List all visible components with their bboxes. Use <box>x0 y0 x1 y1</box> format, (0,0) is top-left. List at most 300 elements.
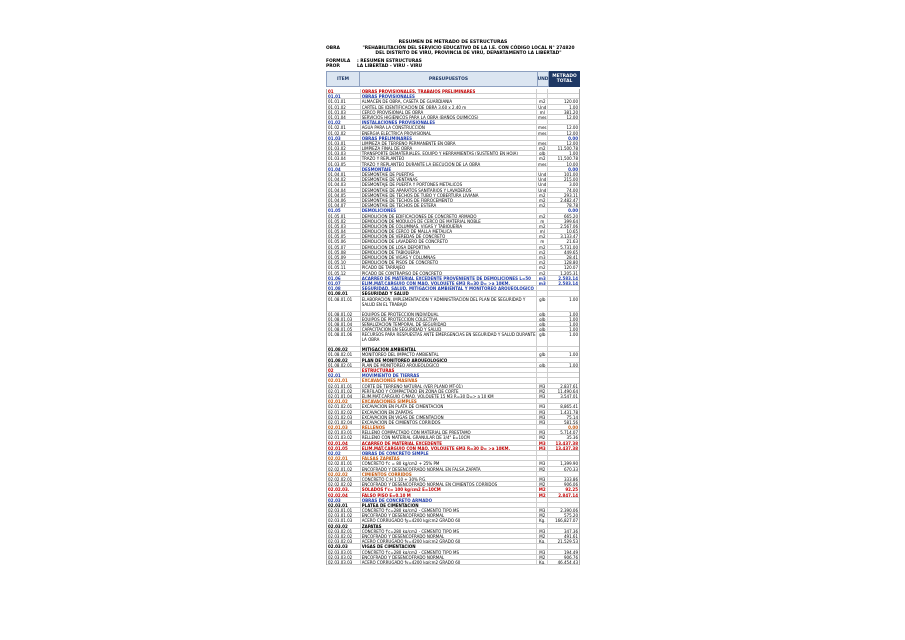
cell-total: 2,847.14 <box>558 492 578 497</box>
cell-total: 575.20 <box>564 513 578 518</box>
cell-unit: M3 <box>537 461 548 465</box>
cell-description: PICADO DE TARRAJEO <box>361 265 538 269</box>
cell-item: 01.08.01.02 <box>327 312 361 316</box>
cell-item: 01.04.01 <box>327 172 361 176</box>
cell-description: DEMOLICION DE PISOS DE CONCRETO <box>361 260 538 264</box>
cell-item: 02.03.02.02 <box>327 534 361 538</box>
cell-total: 3,133.47 <box>560 234 578 239</box>
cell-total <box>548 498 579 502</box>
cell-description: SEGURIDAD, SALUD, MITIGACION AMBIENTAL Y MONITOREO ARQUEOLOGICO <box>361 286 538 290</box>
cell-unit: mes <box>538 114 547 120</box>
cell-unit: m2 <box>537 250 548 254</box>
cell-unit <box>537 89 548 93</box>
cell-description: OBRAS DE CONCRETO SIMPLE <box>361 451 538 455</box>
cell-item: 02.01.02 <box>327 399 361 403</box>
cell-description: EXCAVACION EN ZAPATAS <box>361 410 538 414</box>
table-header <box>326 71 580 87</box>
document-title: RESUMEN DE METRADO DE ESTRUCTURAS <box>398 40 508 45</box>
cell-total: 2,567.06 <box>560 223 578 229</box>
cell-total: 12.00 <box>566 125 578 130</box>
cell-total <box>548 373 579 377</box>
cell-item: 02.02.02.02 <box>327 482 361 486</box>
cell-total <box>548 451 579 455</box>
cell-total: 347.36 <box>564 528 578 533</box>
cell-description: PLATEA DE CIMENTACION <box>361 503 538 507</box>
cell-description: ELIM.MAT.CARGUIO CON MAQ. VOLQUETE 6M3 R=30 D= >a 10KM. <box>361 281 538 285</box>
cell-item: 02.03.03.01 <box>327 550 361 554</box>
cell-item: 01.02.01 <box>327 125 361 129</box>
cell-total <box>548 544 579 548</box>
prop-value: LA LIBERTAD - VIRU - VIRU <box>357 64 423 69</box>
cell-total: 13,437.38 <box>555 440 578 445</box>
cell-total: 449.65 <box>564 249 578 254</box>
cell-unit: M2 <box>537 513 548 517</box>
cell-item: 02.03.03 <box>327 544 361 548</box>
cell-unit: M3 <box>537 430 548 434</box>
cell-total: 333.86 <box>564 476 578 482</box>
cell-item: 02.01.05 <box>327 446 361 450</box>
cell-total <box>548 120 579 124</box>
cell-unit: ml <box>537 229 548 233</box>
cell-total <box>548 524 579 528</box>
cell-description: ENCOFRADO Y DESENCOFRADO NORMAL <box>361 555 538 559</box>
cell-description: DEMOLICION DE VIGAS Y COLUMNAS <box>361 255 538 259</box>
cell-total: 5,731.00 <box>560 244 578 249</box>
cell-unit <box>537 425 548 429</box>
cell-unit <box>537 358 548 362</box>
cell-description: MONITOREO DEL IMPACTO AMBIENTAL <box>361 352 538 356</box>
cell-description: DEMOLICION DE CERCO DE MALLA METALICA <box>361 229 538 233</box>
cell-description: DEMOLICION DE EDIFICACIONES DE CONCRETO ARMADO <box>361 214 538 218</box>
cell-unit: M2 <box>537 534 548 538</box>
cell-total <box>548 368 579 372</box>
cell-unit <box>537 456 548 460</box>
cell-unit <box>537 524 548 528</box>
cell-description: DEMOLICION DE LAVADERO DE CONCRETO <box>361 239 538 243</box>
cell-unit <box>537 167 548 171</box>
cell-item: 01.05.06 <box>327 239 361 243</box>
cell-total: 0.00 <box>568 425 578 430</box>
cell-unit: m2 <box>537 271 548 275</box>
cell-description: DEMOLICION DE TABIQUERIA <box>361 250 538 254</box>
cell-item: 01.04.03 <box>327 182 361 186</box>
cell-item: 02.02.02 <box>327 472 361 476</box>
cell-item: 02.02.02.01 <box>327 477 361 481</box>
cell-total: 21,529.53 <box>557 539 578 544</box>
cell-description: CONCRETO f'c = 80 kg/cm2 + 25% PM <box>361 461 538 465</box>
cell-unit <box>537 378 548 382</box>
cell-total: 1.00 <box>569 296 578 302</box>
cell-unit <box>537 503 548 507</box>
cell-total: 491.61 <box>564 534 578 539</box>
cell-unit <box>537 399 548 403</box>
obra-label: OBRA <box>326 46 340 51</box>
cell-total: 1.00 <box>569 311 578 316</box>
cell-total: 906.06 <box>564 482 578 487</box>
cell-unit: M3 <box>537 508 548 512</box>
cell-description: EXCAVACIONES MASIVAS <box>361 378 538 382</box>
cell-item: 01.08.01.03 <box>327 317 361 321</box>
table-row <box>327 297 579 312</box>
cell-total: 1.00 <box>569 362 578 367</box>
cell-item: 01.03.04 <box>327 156 361 160</box>
cell-unit: M2 <box>537 435 548 439</box>
cell-total: 21.63 <box>566 239 578 244</box>
cell-item: 02.01.02.01 <box>327 404 361 408</box>
cell-item: 02.01.01.01 <box>327 384 361 388</box>
cell-item: 01.01 <box>327 94 361 98</box>
cell-total: 13,437.38 <box>555 445 578 450</box>
cell-description: INSTALACIONES PROVISIONALES <box>361 120 538 124</box>
cell-total <box>548 347 579 351</box>
cell-unit: glb <box>537 327 548 331</box>
cell-unit: M3 <box>537 394 548 398</box>
cell-total: 12.00 <box>566 114 578 120</box>
cell-total: 28.41 <box>566 255 578 260</box>
cell-item: 01.05.03 <box>327 224 361 228</box>
cell-unit: M3 <box>537 415 548 419</box>
cell-description: RELLENO CON MATERIAL GRANULAR DE 3/4" E=10CM <box>361 435 538 439</box>
cell-unit: M3 <box>537 550 548 554</box>
cell-item: 01.08.02.01 <box>327 352 361 356</box>
cell-total: 2,583.14 <box>558 280 578 286</box>
cell-unit: Und <box>538 172 547 177</box>
cell-unit: M2 <box>537 467 548 471</box>
cell-item: 01.05.01 <box>327 214 361 218</box>
cell-item: 01.02.02 <box>327 131 361 135</box>
cell-item: 01.05.08 <box>327 250 361 254</box>
cell-unit: glb <box>537 322 548 326</box>
cell-description: OBRAS PRELIMINARES <box>361 136 538 140</box>
cell-item: 01.05.05 <box>327 234 361 238</box>
cell-total: 2,837.61 <box>560 383 578 388</box>
cell-item: 01.02 <box>327 120 361 124</box>
cell-unit: m2 <box>537 203 548 207</box>
cell-item: 02.03.01.03 <box>327 518 361 522</box>
cell-item: 02.02.04 <box>327 493 361 497</box>
cell-total: 78.78 <box>566 203 578 208</box>
cell-unit: m <box>537 219 548 223</box>
cell-item: 01.03.02 <box>327 146 361 150</box>
cell-unit <box>537 544 548 548</box>
cell-total: 0.00 <box>568 135 578 140</box>
cell-description: FALSAS ZAPATAS <box>361 456 538 460</box>
cell-unit: m3 <box>537 276 548 280</box>
cell-item: 01.05.10 <box>327 260 361 264</box>
cell-total: 581.56 <box>564 419 578 425</box>
cell-total: 1.00 <box>569 321 578 327</box>
cell-item: 02.01.01.02 <box>327 389 361 393</box>
cell-item: 01.04.06 <box>327 198 361 202</box>
cell-unit: M3 <box>537 420 548 424</box>
cell-description: DESMONTAJE DE TECHOS DE FIBROCEMENTO <box>361 198 538 202</box>
cell-total: 10.65 <box>566 229 578 234</box>
cell-item: 01.05 <box>327 208 361 212</box>
cell-total: 0.00 <box>568 208 578 213</box>
cell-unit: Und <box>538 187 547 192</box>
cell-item: 02.02.01.02 <box>327 467 361 471</box>
cell-description: DESMONTAJE DE APARATOS SANITARIOS Y LAVADEROS <box>361 188 538 192</box>
cell-item: 01.08.01.05 <box>327 327 361 331</box>
cell-total: 0.00 <box>568 166 578 171</box>
cell-total: 1,431.78 <box>560 409 578 414</box>
cell-description: SEGURIDAD Y SALUD <box>361 291 538 295</box>
cell-item: 01.08.02.01 <box>327 363 361 367</box>
cell-description: CONCRETO f'c=280 kg/cm2 - CEMENTO TIPO MS <box>361 508 538 512</box>
cell-unit: glb <box>537 363 548 367</box>
cell-description: ENCOFRADO Y DESENCOFRADO NORMAL <box>361 513 538 517</box>
cell-item: 01.08.02 <box>327 358 361 362</box>
cell-item: 02.03.02.01 <box>327 529 361 533</box>
cell-item: 02.01 <box>327 373 361 377</box>
cell-total: 381.20 <box>564 109 578 114</box>
cell-item: 01.08.01 <box>327 291 361 295</box>
cell-unit <box>537 451 548 455</box>
cell-unit <box>537 208 548 212</box>
cell-description: OBRAS DE CONCRETO ARMADO <box>361 498 538 502</box>
cell-total <box>548 291 579 295</box>
cell-total: 1.00 <box>569 327 578 332</box>
cell-item: 02.02 <box>327 451 361 455</box>
cell-unit <box>537 94 548 98</box>
cell-description: EXCAVACIONES SIMPLES <box>361 399 538 403</box>
cell-total: 12.00 <box>566 130 578 135</box>
cell-total: 10.00 <box>566 161 578 166</box>
cell-description: LIMPIEZA DE TERRENO PERMANENTE EN OBRA <box>361 141 538 145</box>
cell-total <box>548 456 579 460</box>
cell-total: 35.36 <box>566 435 578 440</box>
cell-description: ESTRUCTURAS <box>361 368 538 372</box>
cell-description: CORTE DE TERRENO NATURAL (VER PLANO MT-01) <box>361 384 538 388</box>
obra-row <box>326 46 580 56</box>
cell-total: 399.64 <box>564 218 578 223</box>
cell-item: 01.05.04 <box>327 229 361 233</box>
cell-description: DESMONTAJE DE PUERTA Y PORTONES METALICOS <box>361 182 538 186</box>
cell-total: 101.00 <box>564 172 578 177</box>
cell-item: 01.05.07 <box>327 245 361 249</box>
cell-description: CONCRETO f'c=280 kg/cm2 - CEMENTO TIPO MS <box>361 550 538 554</box>
cell-item: 02.01.04 <box>327 441 361 445</box>
cell-unit: mes <box>538 140 547 146</box>
cell-item: 01.08.01.06 <box>327 332 361 346</box>
cell-item: 02.01.02.03 <box>327 415 361 419</box>
cell-item: 02.03.01 <box>327 503 361 507</box>
cell-description: RELLENOS <box>361 425 538 429</box>
cell-total: 11,490.64 <box>557 388 578 393</box>
cell-item: 02.03.02 <box>327 524 361 528</box>
cell-total: 166,827.07 <box>555 518 578 523</box>
cell-unit: Kg. <box>537 518 548 522</box>
cell-item: 02.01.03.02 <box>327 435 361 439</box>
cell-unit: ml <box>537 110 548 114</box>
cell-total: 1.00 <box>569 332 578 338</box>
cell-unit: M3 <box>537 529 548 533</box>
cell-description: ACERO CORRUGADO fy=4200 kg/cm2 GRADO 60 <box>361 560 538 564</box>
cell-unit: Kg. <box>537 539 548 543</box>
cell-description: ACERO CORRUGADO fy=4200 kg/cm2 GRADO 60 <box>361 518 538 522</box>
cell-unit: m2 <box>537 99 548 103</box>
cell-description: ELIM.MAT.CARGUIO C/MAQ. VOLQUETE 15 M3 R=30 D=> a 10 KM <box>361 394 538 398</box>
cell-item: 02.01.02.02 <box>327 410 361 414</box>
cell-total: 120.07 <box>564 265 578 270</box>
cell-total: 92.25 <box>565 487 578 492</box>
cell-total <box>548 378 579 382</box>
obra-value: "REHABILITACIÓN DEL SERVICIO EDUCATIVO DE LA I.E. CON CÓDIGO LOCAL N° 274820 DEL DISTRITO DE VIRÚ, PROVINCIA DE VIRÚ, DEPARTAMENTO LA LIBERTAD" <box>362 46 575 56</box>
cell-total <box>548 399 579 403</box>
cell-description: DEMOLICION DE MODULOS DE CERCO DE MATERIAL NOBLE <box>361 219 538 223</box>
cell-description: DEMOLICIONES <box>361 208 538 212</box>
cell-unit <box>537 498 548 502</box>
cell-item: 02.01.01 <box>327 378 361 382</box>
cell-total: 120.00 <box>564 99 578 104</box>
formula-label: FORMULA <box>326 59 351 64</box>
cell-description: DESMONTAJE DE PUERTAS <box>361 172 538 176</box>
cell-description: EQUIPOS DE PROTECCION INDIVIDUAL <box>361 312 538 316</box>
cell-item: 02.02.01.01 <box>327 461 361 465</box>
cell-description: PERFILADO Y COMPACTADO EN ZONA DE CORTE <box>361 389 538 393</box>
cell-unit: M3 <box>537 410 548 414</box>
cell-total: 11,500.78 <box>557 156 578 161</box>
cell-description: DEMOLICION DE VEREDAS DE CONCRETO <box>361 234 538 238</box>
cell-description: CONCRETO f'c=280 kg/cm2 - CEMENTO TIPO MS <box>361 529 538 533</box>
cell-description: ZAPATAS <box>361 524 538 528</box>
cell-item: 02.01.03.01 <box>327 430 361 434</box>
cell-unit: M3 <box>537 384 548 388</box>
cell-description: RELLENO COMPACTADO CON MATERIAL DE PRESTAMO <box>361 430 538 434</box>
cell-unit: m2 <box>537 156 548 160</box>
cell-description: DEMOLICION DE COLUMNAS, VIGAS Y TABIQUERIA <box>361 224 538 228</box>
cell-unit <box>537 373 548 377</box>
cell-item: 02.02.01 <box>327 456 361 460</box>
cell-item: 01.05.09 <box>327 255 361 259</box>
cell-description: SERVICIOS HIGIENICOS PARA LA OBRA (BAÑOS QUIMICOS) <box>361 115 538 119</box>
cell-total: 215.00 <box>564 177 578 182</box>
cell-unit <box>537 472 548 476</box>
cell-total: 74.00 <box>566 187 578 192</box>
cell-description: ACARREO DE MATERIAL EXCEDENTE PROVENIENTE DE DEMOLICIONES L=50 <box>361 276 538 280</box>
cell-total: 46,454.43 <box>557 559 578 565</box>
column-header-unit: UND <box>538 71 549 87</box>
cell-item: 01.01.03 <box>327 110 361 114</box>
cell-item: 02.02.03. <box>327 487 361 491</box>
cell-item: 01.04.04 <box>327 188 361 192</box>
table-body <box>326 89 580 565</box>
cell-unit: m2 <box>537 146 548 150</box>
cell-description: ENERGIA ELECTRICA PROVISIONAL <box>361 131 538 135</box>
cell-total: 3,547.01 <box>560 393 578 399</box>
cell-unit: m3 <box>537 255 548 259</box>
cell-description: RECURSOS PARA RESPUESTAS ANTE EMERGENCIAS EN SEGURIDAD Y SALUD DURANTE LA OBRA <box>361 332 538 346</box>
cell-unit <box>537 368 548 372</box>
cell-unit: m2 <box>537 214 548 218</box>
cell-item: 02.03.03.02 <box>327 555 361 559</box>
cell-total <box>548 472 579 476</box>
column-header-item: ITEM <box>326 71 360 87</box>
cell-unit: m3 <box>537 281 548 285</box>
cell-total: 128.80 <box>564 260 578 265</box>
cell-unit <box>537 120 548 124</box>
cell-total: 1.00 <box>569 352 578 357</box>
cell-description: FALSO PISO E=0.10 M <box>361 493 538 497</box>
formula-value: : RESUMEN ESTRUCTURAS <box>357 59 422 64</box>
cell-description: LIMPIEZA FINAL DE OBRA <box>361 146 538 150</box>
cell-total: 3.00 <box>569 182 578 187</box>
column-header-metrado-total: METRADO TOTAL <box>549 71 580 87</box>
cell-unit: m2 <box>537 193 548 197</box>
cell-description: TRAZO Y REPLANTEO DURANTE LA EJECUCION DE LA OBRA <box>361 162 538 166</box>
cell-unit: M3 <box>537 441 548 445</box>
cell-unit: M2 <box>537 555 548 559</box>
cell-total: 2,390.06 <box>560 508 578 513</box>
cell-item: 01.04.02 <box>327 177 361 181</box>
cell-total: 1.00 <box>569 151 578 156</box>
cell-description: ALMACEN DE OBRA, CASETA DE GUARDIANIA <box>361 99 538 103</box>
cell-unit: m2 <box>537 198 548 202</box>
cell-item: 01.08.02 <box>327 347 361 351</box>
cell-total: 194.49 <box>564 549 578 554</box>
cell-unit: m2 <box>537 224 548 228</box>
cell-description: CONCRETO C:H 1:10 + 30% P.G. <box>361 477 538 481</box>
cell-unit <box>537 286 548 290</box>
cell-total: 1,205.31 <box>560 270 578 275</box>
cell-unit <box>537 291 548 295</box>
table-row <box>327 332 579 347</box>
cell-unit: glb <box>537 332 548 346</box>
cell-unit: M2 <box>537 493 548 497</box>
cell-total: 1.00 <box>569 104 578 109</box>
cell-description: ENCOFRADO Y DESENCOFRADO NORMAL <box>361 534 538 538</box>
cell-unit: m <box>537 239 548 243</box>
cell-item: 01.03.01 <box>327 141 361 145</box>
cell-description: SOLADOS f'c= 100 kg/cm2 E=10CM <box>361 487 538 491</box>
cell-item: 01.05.11 <box>327 265 361 269</box>
cell-description: DESMONTAJE DE TECHOS DE ESTERA <box>361 203 538 207</box>
cell-item: 01.01.02 <box>327 105 361 109</box>
cell-unit: glb <box>537 151 548 155</box>
cell-item: 01 <box>327 89 361 93</box>
cell-item: 01.01.01 <box>327 99 361 103</box>
cell-description: PLAN DE MONITOREO ARQUEOLOGICO <box>361 358 538 362</box>
cell-total <box>548 94 579 98</box>
cell-total: 2,583.14 <box>558 275 578 280</box>
cell-unit <box>537 347 548 351</box>
cell-item: 01.04.07 <box>327 203 361 207</box>
cell-total <box>548 286 579 290</box>
cell-item: 01.07 <box>327 281 361 285</box>
cell-item: 02.03.03.03 <box>327 560 361 564</box>
cell-description: OBRAS PROVISIONALES, TRABAJOS PRELIMINARES <box>361 89 538 93</box>
cell-item: 01.08.01.04 <box>327 322 361 326</box>
cell-total: 1.00 <box>569 316 578 321</box>
cell-total: 11,500.78 <box>557 146 578 151</box>
cell-total: 665.20 <box>564 213 578 218</box>
cell-total <box>548 503 579 507</box>
cell-unit: m2 <box>537 234 548 238</box>
table-row <box>327 560 579 565</box>
cell-item: 01.01.04 <box>327 115 361 119</box>
cell-unit: glb <box>537 297 548 311</box>
prop-row <box>326 64 580 69</box>
cell-total: 8,865.41 <box>560 404 578 409</box>
column-header-presupuestos: PRESUPUESTOS <box>360 71 538 87</box>
cell-description: TRANSPORTE DEMATERIALES, EQUIPO Y HERRAMIENTAS (SUSTENTO EN HOJA) <box>361 151 538 155</box>
cell-unit: Kg. <box>537 560 548 564</box>
cell-item: 02.01.01.04 <box>327 394 361 398</box>
cell-item: 01.04.05 <box>327 193 361 197</box>
cell-unit: Und <box>538 177 547 182</box>
cell-unit: m2 <box>537 260 548 264</box>
cell-item: 02.01.02.04 <box>327 420 361 424</box>
